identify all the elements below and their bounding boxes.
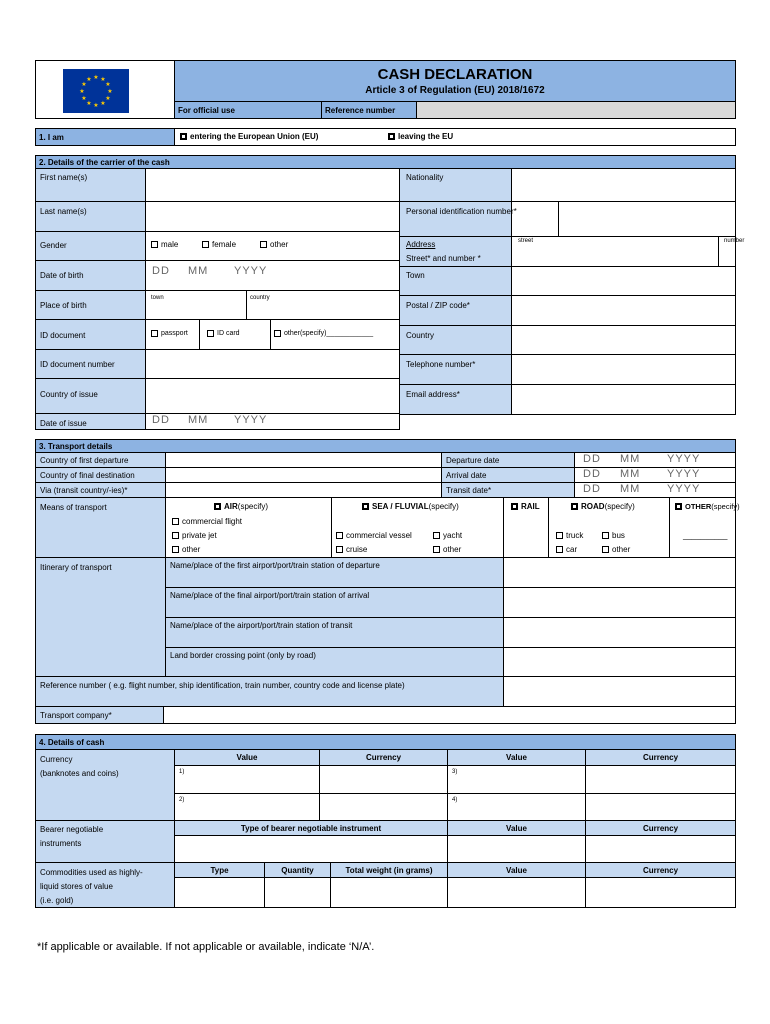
reference-number-label: Reference number: [321, 101, 417, 119]
svg-text:★: ★: [81, 81, 87, 88]
section4-title: 4. Details of cash: [35, 734, 736, 750]
truck-checkbox[interactable]: truck: [556, 531, 583, 540]
id-card-checkbox[interactable]: ID card: [207, 330, 240, 337]
commodity-currency-header: Currency: [585, 862, 736, 878]
reference-number-field[interactable]: [416, 101, 736, 119]
pob-town-hint: town: [151, 295, 164, 301]
section3-title: 3. Transport details: [35, 439, 736, 453]
other-mode-line[interactable]: __________: [683, 531, 728, 540]
town-label: Town: [406, 270, 425, 280]
car-checkbox[interactable]: car: [556, 545, 577, 554]
bni-type-header: Type of bearer negotiable instrument: [174, 820, 448, 836]
pob-label: Place of birth: [40, 300, 87, 310]
svg-text:★: ★: [100, 76, 106, 83]
dob-label: Date of birth: [40, 270, 84, 280]
transit-mm[interactable]: MM: [620, 483, 641, 495]
footnote: *If applicable or available. If not applicable or available, indicate ‘N/A’.: [37, 941, 375, 953]
nationality-field[interactable]: [512, 169, 735, 200]
bni-value-field[interactable]: [447, 835, 586, 863]
email-label: Email address*: [406, 389, 460, 399]
currency-label: Currency: [40, 754, 73, 764]
departure-dd[interactable]: DD: [583, 453, 601, 465]
private-jet-checkbox[interactable]: private jet: [172, 531, 217, 540]
value-1-number: 1): [179, 769, 185, 775]
last-name-field[interactable]: [146, 202, 399, 230]
currency-header-2: Currency: [585, 749, 736, 766]
arrival-mm[interactable]: MM: [620, 468, 641, 480]
page-title: CASH DECLARATION: [377, 66, 533, 83]
svg-text:★: ★: [100, 100, 106, 107]
air-other-checkbox[interactable]: other: [172, 545, 200, 554]
passport-checkbox[interactable]: passport: [151, 330, 188, 337]
pid-label: Personal identification number*: [406, 206, 517, 216]
currency-2-field[interactable]: [319, 793, 448, 821]
svg-text:★: ★: [107, 88, 113, 95]
currency-1-field[interactable]: [319, 765, 448, 794]
bni-type-field[interactable]: [174, 835, 448, 863]
land-border-field[interactable]: [503, 647, 736, 677]
street-hint: street: [518, 238, 534, 244]
final-destination-label: Country of final destination: [35, 467, 166, 483]
first-departure-label: Country of first departure: [35, 452, 166, 468]
bni-currency-header: Currency: [585, 820, 736, 836]
arrival-date-label: Arrival date: [441, 467, 575, 483]
final-airport-field[interactable]: [503, 587, 736, 618]
value-header-2: Value: [447, 749, 586, 766]
svg-text:★: ★: [93, 74, 99, 81]
transit-airport-label: Name/place of the airport/port/train station of transit: [165, 617, 504, 648]
svg-text:★: ★: [105, 95, 111, 102]
commodity-quantity-field[interactable]: [264, 877, 331, 908]
commodity-value-header: Value: [447, 862, 586, 878]
svg-text:★: ★: [81, 95, 87, 102]
entering-eu-checkbox[interactable]: entering the European Union (EU): [180, 132, 318, 141]
means-label: Means of transport: [40, 502, 107, 512]
country-issue-label: Country of issue: [40, 389, 98, 399]
pob-country-hint: country: [250, 295, 270, 301]
reference-field[interactable]: [503, 676, 736, 707]
value-3-number: 3): [452, 769, 458, 775]
commodity-weight-field[interactable]: [330, 877, 448, 908]
via-field[interactable]: [165, 482, 442, 498]
id-doc-number-field[interactable]: [146, 350, 399, 377]
gender-label: Gender: [40, 240, 67, 250]
bni-label-1: Bearer negotiable: [40, 824, 104, 834]
gender-male-checkbox[interactable]: male: [151, 240, 178, 249]
other-mode-checkbox[interactable]: OTHER (specify): [675, 502, 740, 511]
currency-header-1: Currency: [319, 749, 448, 766]
transit-date-label: Transit date*: [441, 482, 575, 498]
svg-text:★: ★: [86, 76, 92, 83]
gender-female-checkbox[interactable]: female: [202, 240, 236, 249]
value-4-field[interactable]: [447, 793, 586, 821]
nationality-label: Nationality: [406, 172, 444, 182]
arrival-yyyy[interactable]: YYYY: [667, 468, 701, 480]
commodity-type-field[interactable]: [174, 877, 265, 908]
id-doc-label: ID document: [40, 330, 86, 340]
road-other-checkbox[interactable]: other: [602, 545, 630, 554]
dob-dd[interactable]: DD: [152, 265, 170, 277]
telephone-label: Telephone number*: [406, 359, 476, 369]
section1-label: 1. I am: [35, 128, 175, 146]
reference-label: Reference number ( e.g. flight number, ship identification, train number, country code and license plate): [35, 676, 504, 707]
final-airport-label: Name/place of the final airport/port/train station of arrival: [165, 587, 504, 618]
commodity-currency-field[interactable]: [585, 877, 736, 908]
sea-other-checkbox[interactable]: other: [433, 545, 461, 554]
section2-title: 2. Details of the carrier of the cash: [35, 155, 736, 169]
eu-flag-icon: [63, 69, 129, 113]
first-departure-field[interactable]: [165, 452, 442, 468]
arrival-dd[interactable]: DD: [583, 468, 601, 480]
currency-4-field[interactable]: [585, 793, 736, 821]
commercial-vessel-checkbox[interactable]: commercial vessel: [336, 531, 412, 540]
transit-yyyy[interactable]: YYYY: [667, 483, 701, 495]
rail-checkbox[interactable]: RAIL: [511, 502, 540, 511]
issue-dd[interactable]: DD: [152, 414, 170, 426]
street-number-label: Street* and number *: [406, 254, 481, 263]
commodities-label-1: Commodities used as highly-: [40, 867, 143, 877]
total-weight-header: Total weight (in grams): [330, 862, 448, 878]
banknotes-label: (banknotes and coins): [40, 768, 119, 778]
bni-label-2: instruments: [40, 838, 82, 848]
transit-dd[interactable]: DD: [583, 483, 601, 495]
bus-checkbox[interactable]: bus: [602, 531, 625, 540]
transit-airport-field[interactable]: [503, 617, 736, 648]
number-hint: number: [724, 238, 745, 244]
date-issue-label: Date of issue: [40, 418, 87, 428]
dob-mm[interactable]: MM: [188, 265, 209, 277]
id-doc-number-label: ID document number: [40, 359, 115, 369]
svg-text:★: ★: [86, 100, 92, 107]
official-use-cell: For official use: [174, 101, 322, 119]
departure-date-label: Departure date: [441, 452, 575, 468]
quantity-header: Quantity: [264, 862, 331, 878]
value-2-number: 2): [179, 797, 185, 803]
issue-yyyy[interactable]: YYYY: [234, 414, 268, 426]
svg-text:★: ★: [93, 102, 99, 109]
first-name-label: First name(s): [40, 172, 88, 182]
yacht-checkbox[interactable]: yacht: [433, 531, 462, 540]
postal-label: Postal / ZIP code*: [406, 300, 470, 310]
title-cell: [174, 60, 736, 102]
via-label: Via (transit country/-ies)*: [35, 482, 166, 498]
svg-text:★: ★: [79, 88, 85, 95]
commodities-label-2: liquid stores of value: [40, 881, 113, 891]
departure-mm[interactable]: MM: [620, 453, 641, 465]
gender-other-checkbox[interactable]: other: [260, 240, 288, 249]
road-checkbox[interactable]: ROAD (specify): [571, 502, 635, 511]
address-label: Address: [406, 240, 436, 249]
cruise-checkbox[interactable]: cruise: [336, 545, 367, 554]
id-other-checkbox[interactable]: other(specify)____________: [274, 330, 373, 337]
country-issue-field[interactable]: [146, 379, 399, 412]
value-header-1: Value: [174, 749, 320, 766]
value-3-field[interactable]: [447, 765, 586, 794]
page-subtitle: Article 3 of Regulation (EU) 2018/1672: [365, 85, 545, 96]
commodities-label-3: (i.e. gold): [40, 895, 74, 905]
final-destination-field[interactable]: [165, 467, 442, 483]
commodity-value-field[interactable]: [447, 877, 586, 908]
value-2-field[interactable]: [174, 793, 320, 821]
departure-yyyy[interactable]: YYYY: [667, 453, 701, 465]
bni-currency-field[interactable]: [585, 835, 736, 863]
company-field[interactable]: [163, 706, 736, 724]
value-4-number: 4): [452, 797, 458, 803]
last-name-label: Last name(s): [40, 206, 87, 216]
leaving-eu-checkbox[interactable]: leaving the EU: [388, 132, 453, 141]
currency-3-field[interactable]: [585, 765, 736, 794]
air-checkbox[interactable]: AIR (specify): [214, 502, 268, 511]
dob-yyyy[interactable]: YYYY: [234, 265, 268, 277]
value-1-field[interactable]: [174, 765, 320, 794]
country-label: Country: [406, 330, 435, 340]
first-name-field[interactable]: [146, 169, 399, 200]
svg-text:★: ★: [105, 81, 111, 88]
itinerary-label-cell: [35, 557, 166, 677]
type-header: Type: [174, 862, 265, 878]
commercial-flight-checkbox[interactable]: commercial flight: [172, 517, 242, 526]
sea-checkbox[interactable]: SEA / FLUVIAL (specify): [362, 502, 459, 511]
itinerary-label: Itinerary of transport: [40, 562, 112, 572]
first-airport-label: Name/place of the first airport/port/train station of departure: [165, 557, 504, 588]
land-border-label: Land border crossing point (only by road): [165, 647, 504, 677]
pid-field[interactable]: [559, 202, 735, 235]
issue-mm[interactable]: MM: [188, 414, 209, 426]
bni-value-header: Value: [447, 820, 586, 836]
company-label: Transport company*: [35, 706, 164, 724]
first-airport-field[interactable]: [503, 557, 736, 588]
